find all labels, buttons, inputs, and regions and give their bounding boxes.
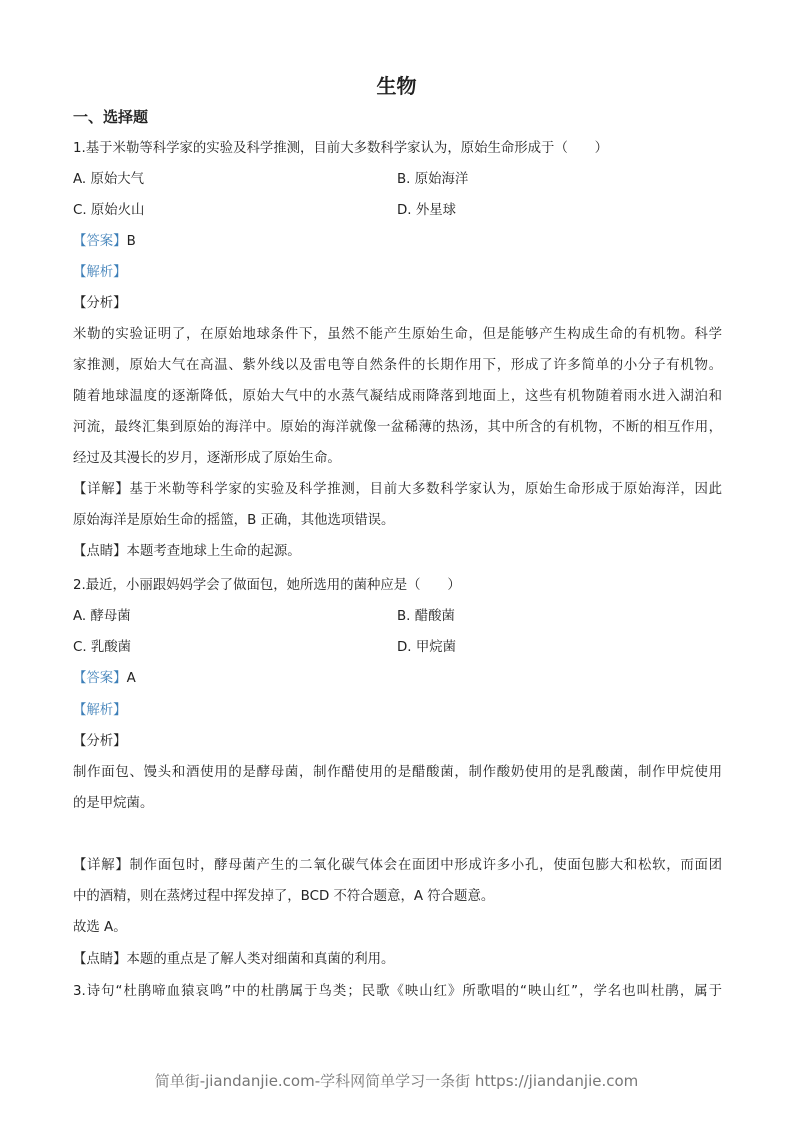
q1-analysis-line: 米勒的实验证明了，在原始地球条件下，虽然不能产生原始生命，但是能够产生构成生命的有机物。科学 xyxy=(73,327,722,342)
q1-analysis-line: 家推测，原始大气在高温、紫外线以及雷电等自然条件的长期作用下，形成了许多简单的小分子有机物。 xyxy=(73,358,722,373)
section-heading: 一、选择题 xyxy=(73,108,149,126)
q2-jiexi-label: 【解析】 xyxy=(73,703,127,718)
question-1-stem: 1.基于米勒等科学家的实验及科学推测，目前大多数科学家认为，原始生命形成于（ ） xyxy=(73,141,609,156)
q2-detail-line: 中的酒精，则在蒸烤过程中挥发掉了，BCD 不符合题意，A 符合题意。 xyxy=(73,889,495,904)
q1-option-d: D. 外星球 xyxy=(397,203,456,218)
answer-label: 【答案】 xyxy=(73,671,127,686)
q2-option-d: D. 甲烷菌 xyxy=(397,640,456,655)
q1-option-b: B. 原始海洋 xyxy=(397,172,469,187)
q2-fenxi-label: 【分析】 xyxy=(73,734,127,749)
q1-detail-line: 原始海洋是原始生命的摇篮，B 正确，其他选项错误。 xyxy=(73,513,395,528)
q1-analysis-line: 经过及其漫长的岁月，逐渐形成了原始生命。 xyxy=(73,451,341,466)
q2-choose: 故选 A。 xyxy=(73,920,127,935)
page-title: 生物 xyxy=(376,74,417,98)
question-2-stem: 2.最近，小丽跟妈妈学会了做面包，她所选用的菌种应是（ ） xyxy=(73,578,461,593)
q1-analysis-line: 河流，最终汇集到原始的海洋中。原始的海洋就像一盆稀薄的热汤，其中所含的有机物，不断的相互作用， xyxy=(73,420,722,435)
q2-analysis-line: 制作面包、馒头和酒使用的是酵母菌，制作醋使用的是醋酸菌，制作酸奶使用的是乳酸菌，制作甲烷使用 xyxy=(73,765,722,780)
q2-detail-line: 【详解】制作面包时，酵母菌产生的二氧化碳气体会在面团中形成许多小孔，使面包膨大和松软，而面团 xyxy=(73,858,722,873)
q2-point: 【点睛】本题的重点是了解人类对细菌和真菌的利用。 xyxy=(73,952,395,967)
footer-watermark: 简单街-jiandanjie.com-学科网简单学习一条街 https://jiandanjie.com xyxy=(154,1072,639,1090)
q1-option-a: A. 原始大气 xyxy=(73,172,144,187)
q2-analysis-line: 的是甲烷菌。 xyxy=(73,796,154,811)
q1-point: 【点睛】本题考查地球上生命的起源。 xyxy=(73,544,301,559)
q1-option-c: C. 原始火山 xyxy=(73,203,145,218)
q1-detail-line: 【详解】基于米勒等科学家的实验及科学推测，目前大多数科学家认为，原始生命形成于原始海洋，因此 xyxy=(73,482,722,497)
answer-label: 【答案】 xyxy=(73,234,127,249)
q2-option-a: A. 酵母菌 xyxy=(73,609,131,624)
answer-value: A xyxy=(126,671,136,686)
q2-option-b: B. 醋酸菌 xyxy=(397,609,455,624)
q2-answer xyxy=(73,670,136,688)
answer-value: B xyxy=(126,234,136,249)
question-3-stem: 3.诗句“杜鹃啼血猿哀鸣”中的杜鹃属于鸟类；民歌《映山红》所歌唱的“映山红”，学名也叫杜鹃，属于 xyxy=(73,984,722,999)
q1-fenxi-label: 【分析】 xyxy=(73,296,127,311)
q1-answer xyxy=(73,233,136,251)
q2-option-c: C. 乳酸菌 xyxy=(73,640,132,655)
q1-jiexi-label: 【解析】 xyxy=(73,265,127,280)
q1-analysis-line: 随着地球温度的逐渐降低，原始大气中的水蒸气凝结成雨降落到地面上，这些有机物随着雨水进入湖泊和 xyxy=(73,389,722,404)
